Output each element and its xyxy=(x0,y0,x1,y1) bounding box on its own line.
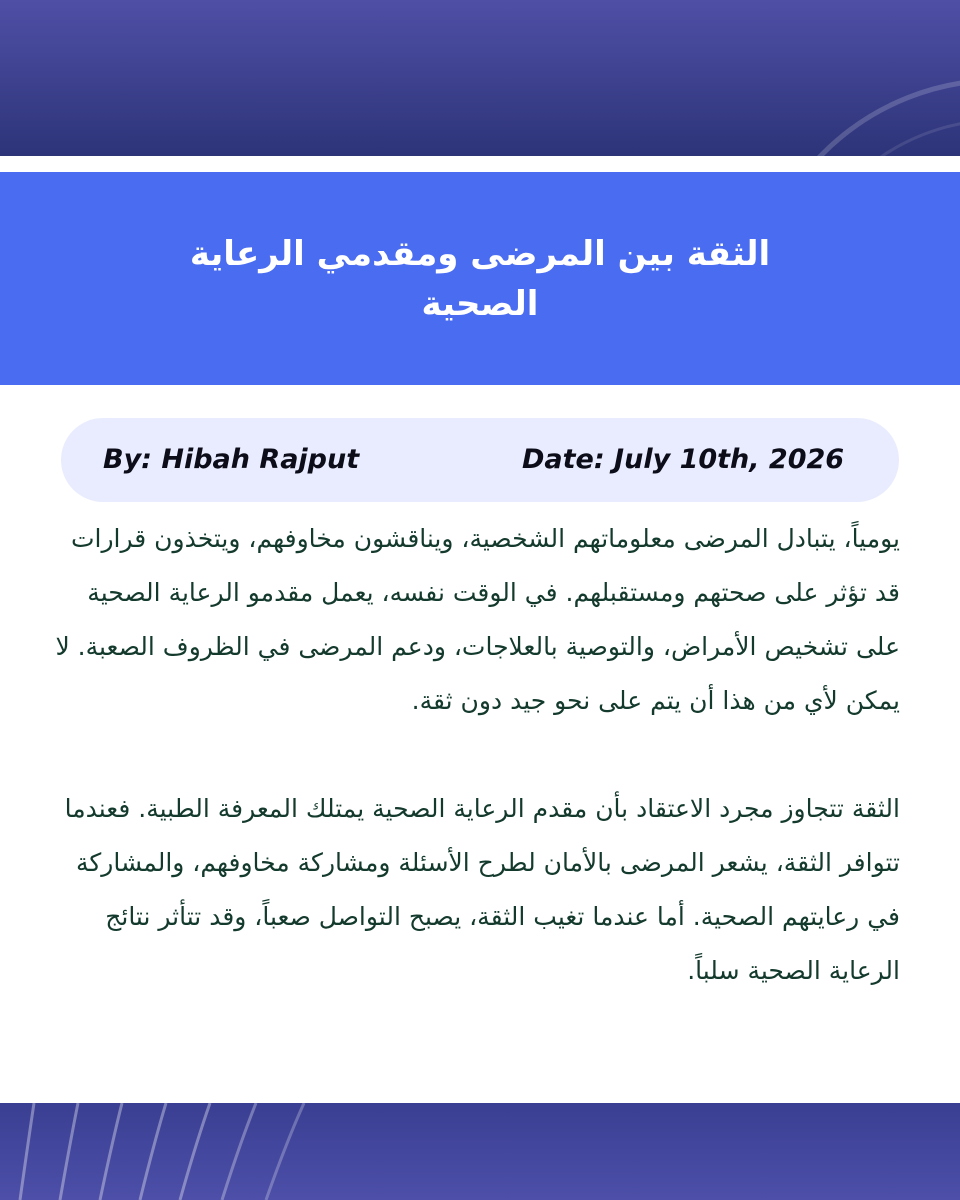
publish-date: Date: July 10th, 2026 xyxy=(522,444,845,475)
header-decorative-band xyxy=(0,0,960,156)
decorative-stripes-graphic xyxy=(0,1103,960,1200)
paragraph-2: الثقة تتجاوز مجرد الاعتقاد بأن مقدم الرعاية الصحية يمتلك المعرفة الطبية. فعندما تتوافر الثقة، يشعر المرضى بالأمان لطرح الأسئلة ومشاركة مخاوفهم، والمشاركة في رعايتهم الصحية. أما عندما تغيب الثقة، يصبح التواصل صعباً، وقد تتأثر نتائج الرعاية الصحية سلباً. xyxy=(64,794,900,985)
paragraph-1: يومياً، يتبادل المرضى معلوماتهم الشخصية، ويناقشون مخاوفهم، ويتخذون قرارات قد تؤثر على صحتهم ومستقبلهم. في الوقت نفسه، يعمل مقدمو الرعاية الصحية على تشخيص الأمراض، والتوصية بالعلاجات، ودعم المرضى في الظروف الصعبة. لا يمكن لأي من هذا أن يتم على نحو جيد دون ثقة. xyxy=(55,524,900,715)
author-byline: By: Hibah Rajput xyxy=(103,444,360,475)
footer-decorative-band xyxy=(0,1103,960,1200)
decorative-arc-graphic xyxy=(0,0,960,156)
article-meta-bar xyxy=(61,418,899,502)
article-title: الثقة بين المرضى ومقدمي الرعاية الصحية xyxy=(189,233,771,324)
article-body xyxy=(48,512,900,998)
title-banner xyxy=(0,172,960,385)
